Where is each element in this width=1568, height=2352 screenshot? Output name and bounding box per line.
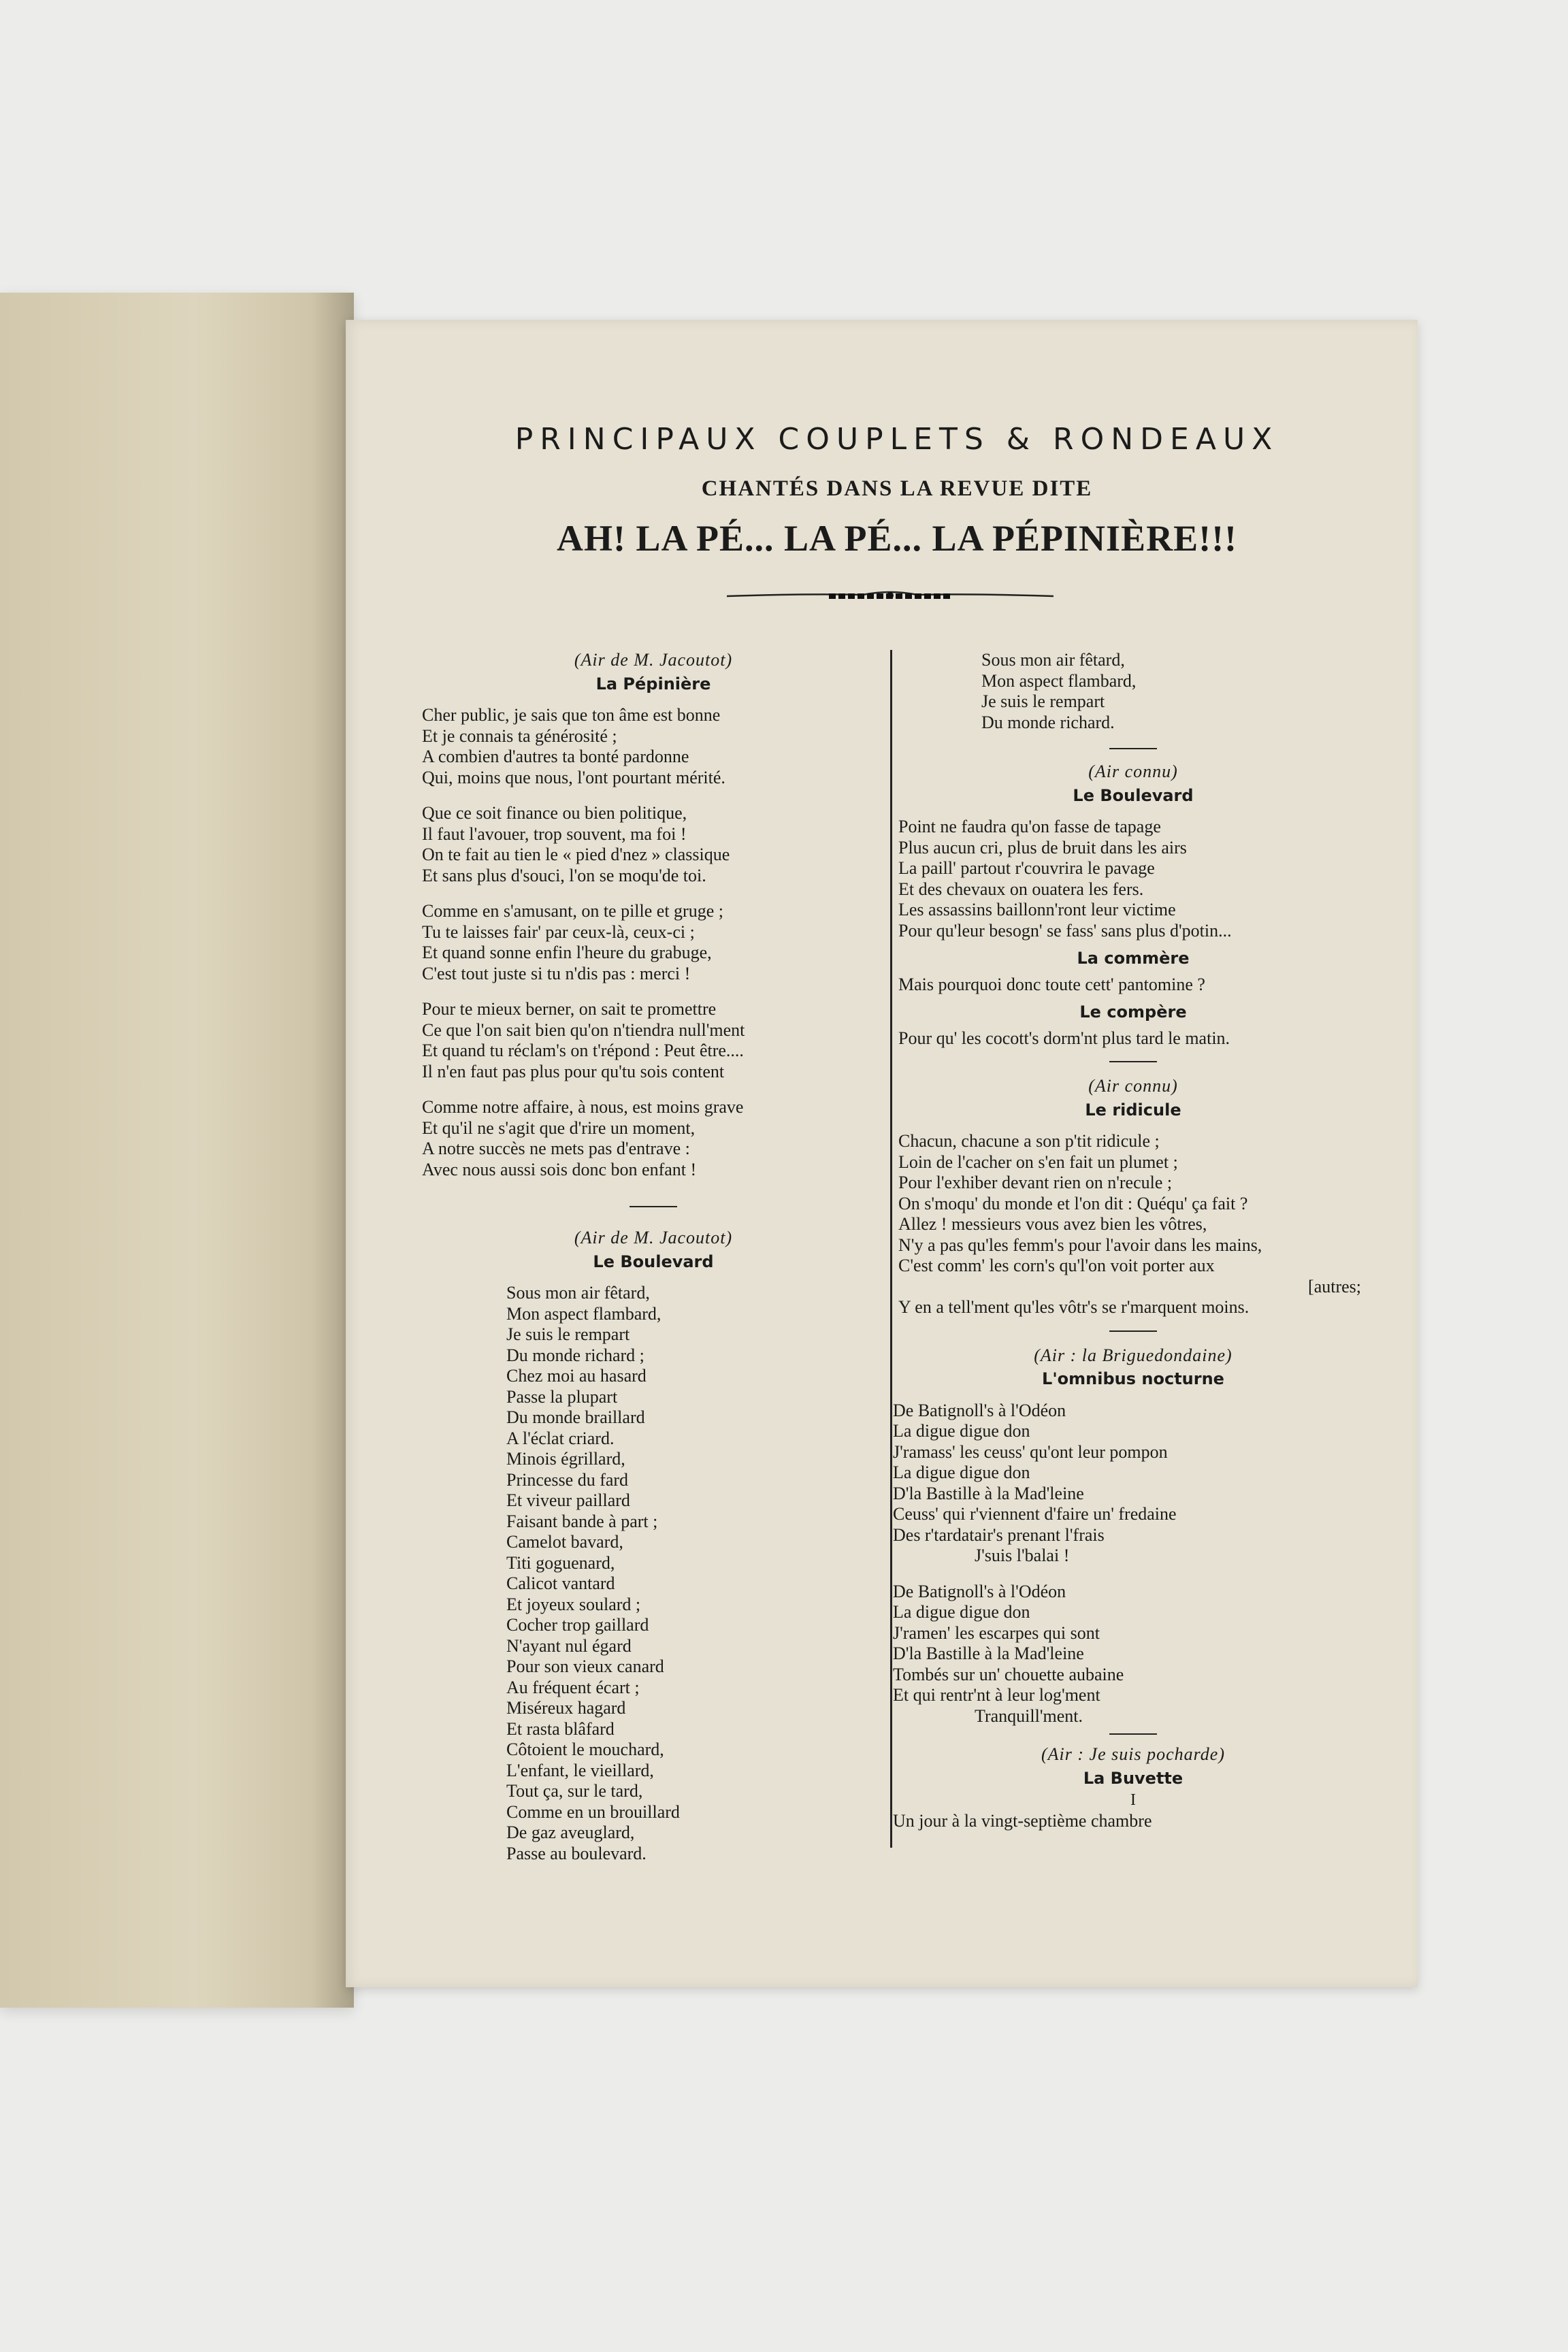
verse-line: Pour qu'leur besogn' se fass' sans plus d'potin... <box>898 920 1232 941</box>
song-title-ridicule: Le ridicule <box>1085 1100 1181 1120</box>
verse-line: Chez moi au hasard <box>506 1366 647 1386</box>
verse-line: D'la Bastille à la Mad'leine <box>893 1644 1084 1663</box>
verse-line: Comme notre affaire, à nous, est moins grave <box>422 1097 744 1117</box>
verse-line: Tout ça, sur le tard, <box>506 1781 643 1801</box>
stanza <box>898 1131 1368 1318</box>
stanza <box>422 1097 885 1180</box>
verse-line: Et qu'il ne s'agit que d'rire un moment, <box>422 1117 696 1138</box>
verse-line: Et des chevaux on ouatera les fers. <box>898 879 1144 899</box>
verse-line: On s'moqu' du monde et l'on dit : Quéqu' ça fait ? <box>898 1193 1248 1213</box>
verse-line: Pour son vieux canard <box>506 1656 664 1676</box>
verse-line: A l'éclat criard. <box>506 1428 615 1448</box>
verse-line: Faisant bande à part ; <box>506 1511 658 1531</box>
verse-line: Princesse du fard <box>506 1469 629 1490</box>
verse-line: Cocher trop gaillard <box>506 1615 649 1635</box>
section-separator <box>1109 1330 1157 1332</box>
verse-line: Loin de l'cacher on s'en fait un plumet ; <box>898 1152 1178 1172</box>
verse-line: Tu te laisses fair' par ceux-là, ceux-ci ; <box>422 921 695 942</box>
verse-line: Tombés sur un' chouette aubaine <box>893 1664 1124 1684</box>
page-subtitle: CHANTÉS DANS LA REVUE DITE <box>701 476 1093 501</box>
verse-line: De Batignoll's à l'Odéon <box>893 1400 1066 1420</box>
verse-line: Mais pourquoi donc toute cett' pantomine ? <box>898 974 1205 994</box>
verse-line: La paill' partout r'couvrira le pavage <box>898 858 1155 878</box>
verse-line: Pour qu' les cocott's dorm'nt plus tard le matin. <box>898 1028 1230 1048</box>
verse-line: Mon aspect flambard, <box>506 1303 662 1324</box>
verse-line: J'suis l'balai ! <box>975 1546 1070 1565</box>
verse-line: Camelot bavard, <box>506 1532 623 1552</box>
verse-line: Plus aucun cri, plus de bruit dans les airs <box>898 837 1187 858</box>
verse-line: Ce que l'on sait bien qu'on n'tiendra null'ment <box>422 1019 745 1040</box>
verse-line: Tranquill'ment. <box>975 1705 1083 1726</box>
verse-line: A combien d'autres ta bonté pardonne <box>422 747 689 766</box>
verse-line: C'est tout juste si tu n'dis pas : merci ! <box>422 963 691 983</box>
verse-line: Allez ! messieurs vous avez bien les vôtres, <box>898 1214 1207 1234</box>
verse-line: De Batignoll's à l'Odéon <box>893 1581 1066 1601</box>
air-label: (Air : la Briguedondaine) <box>1034 1345 1232 1365</box>
verse-line: Et sans plus d'souci, l'on se moqu'de toi. <box>422 865 706 885</box>
verse-line: Minois égrillard, <box>506 1449 625 1469</box>
air-label: (Air : Je suis pocharde) <box>1041 1744 1225 1764</box>
verse-line: On te fait au tien le « pied d'nez » classique <box>422 845 730 864</box>
stanza <box>898 817 1368 941</box>
verse-line: Les assassins baillonn'ront leur victime <box>898 900 1176 919</box>
stanza <box>893 1582 1368 1727</box>
verse-line: Cher public, je sais que ton âme est bonne <box>422 705 721 725</box>
page-title: PRINCIPAUX COUPLETS & RONDEAUX <box>514 422 1279 457</box>
verse-line: N'ayant nul égard <box>506 1635 632 1656</box>
air-label: (Air de M. Jacoutot) <box>574 650 733 670</box>
verse-line: Et quand sonne enfin l'heure du grabuge, <box>422 943 712 962</box>
column-divider <box>890 650 892 1848</box>
verse-line: Mon aspect flambard, <box>981 670 1137 691</box>
verse-line: Passe au boulevard. <box>506 1843 647 1863</box>
verse-line: La digue digue don <box>893 1421 1030 1441</box>
verse-line: Des r'tardatair's prenant l'frais <box>893 1524 1105 1545</box>
verse-line: Et quand tu réclam's on t'répond : Peut être.... <box>422 1041 744 1060</box>
song-title-buvette: La Buvette <box>1083 1768 1183 1788</box>
verse-line: Pour l'exhiber devant rien on n'recule ; <box>898 1173 1173 1192</box>
verse-line: La digue digue don <box>893 1463 1030 1482</box>
section-separator <box>630 1206 677 1207</box>
verse-line: Que ce soit finance ou bien politique, <box>422 803 687 823</box>
left-column <box>422 650 885 1864</box>
verse-line: Titi goguenard, <box>506 1552 615 1573</box>
stanza <box>422 803 885 886</box>
verse-line: Il faut l'avouer, trop souvent, ma foi ! <box>422 823 687 844</box>
boulevard-verse <box>506 1283 885 1864</box>
verse-line: Pour te mieux berner, on sait te promettre <box>422 999 717 1019</box>
verse-line: C'est comm' les corn's qu'l'on voit porter aux <box>898 1256 1215 1275</box>
verse-line: Il n'en faut pas plus pour qu'tu sois content <box>422 1061 725 1081</box>
verse-line: Sous mon air fêtard, <box>981 650 1125 670</box>
verse-line: Et qui rentr'nt à leur log'ment <box>893 1685 1100 1705</box>
verse-line: De gaz aveuglard, <box>506 1823 635 1842</box>
facing-page <box>0 293 354 2008</box>
song-title-boulevard-2: Le Boulevard <box>1073 785 1194 805</box>
song-title-pepiniere: La Pépinière <box>595 674 711 693</box>
stanza <box>981 650 1368 733</box>
verse-line: Comme en s'amusant, on te pille et gruge ; <box>422 901 723 921</box>
stanza <box>422 705 885 788</box>
air-label: (Air connu) <box>1088 762 1178 781</box>
verse-line: Sous mon air fêtard, <box>506 1283 650 1303</box>
verse-line: Et viveur paillard <box>506 1490 630 1510</box>
verse-line: Y en a tell'ment qu'les vôtr's se r'marquent moins. <box>898 1297 1250 1317</box>
verse-line: Point ne faudra qu'on fasse de tapage <box>898 817 1161 836</box>
verse-numeral: I <box>1130 1791 1136 1809</box>
stanza <box>893 1401 1368 1567</box>
right-column <box>893 650 1368 1831</box>
section-separator <box>1109 748 1157 749</box>
verse-line: A notre succès ne mets pas d'entrave : <box>422 1139 690 1158</box>
booklet-page <box>346 320 1418 1987</box>
stanza <box>422 901 885 984</box>
verse-line: D'la Bastille à la Mad'leine <box>893 1483 1084 1503</box>
speaker-compere: Le compère <box>1079 1002 1187 1022</box>
verse-line: Et joyeux soulard ; <box>506 1594 641 1614</box>
verse-line: La digue digue don <box>893 1602 1030 1622</box>
verse-line: Un jour à la vingt-septième chambre <box>893 1810 1152 1831</box>
verse-line-continuation: [autres; <box>1308 1276 1361 1296</box>
song-title-omnibus: L'omnibus nocturne <box>1042 1369 1224 1388</box>
verse-line: Du monde braillard <box>506 1407 645 1427</box>
verse-line: N'y a pas qu'les femm's pour l'avoir dans les mains, <box>898 1235 1262 1255</box>
speaker-commere: La commère <box>1077 949 1190 968</box>
verse-line: Ceuss' qui r'viennent d'faire un' fredaine <box>893 1504 1177 1524</box>
verse-line: L'enfant, le vieillard, <box>506 1760 654 1780</box>
verse-line: Comme en un brouillard <box>506 1801 680 1822</box>
verse-line: Avec nous aussi sois donc bon enfant ! <box>422 1159 697 1179</box>
verse-line: Au fréquent écart ; <box>506 1677 640 1697</box>
verse-line: Je suis le rempart <box>981 691 1105 711</box>
verse-line: J'ramen' les escarpes qui sont <box>893 1622 1100 1643</box>
section-separator <box>1109 1733 1157 1735</box>
ornament-divider-icon <box>727 584 1054 608</box>
air-label: (Air connu) <box>1088 1076 1178 1096</box>
verse-line: Miséreux hagard <box>506 1698 626 1718</box>
verse-line: Calicot vantard <box>506 1573 615 1593</box>
verse-line: Et je connais ta générosité ; <box>422 725 617 746</box>
verse-line: Je suis le rempart <box>506 1324 630 1344</box>
verse-line: Côtoient le mouchard, <box>506 1740 664 1759</box>
song-title-boulevard: Le Boulevard <box>593 1252 714 1271</box>
revue-title: AH! LA PÉ... LA PÉ... LA PÉPINIÈRE!!! <box>556 518 1238 559</box>
verse-line: Du monde richard. <box>981 712 1115 732</box>
stanza <box>422 999 885 1082</box>
verse-line: Passe la plupart <box>506 1386 618 1407</box>
verse-line: Qui, moins que nous, l'ont pourtant mérité. <box>422 767 725 787</box>
verse-line: Chacun, chacune a son p'tit ridicule ; <box>898 1131 1160 1151</box>
verse-line: Du monde richard ; <box>506 1345 644 1365</box>
verse-line: J'ramass' les ceuss' qu'ont leur pompon <box>893 1441 1168 1462</box>
section-separator <box>1109 1061 1157 1062</box>
air-label: (Air de M. Jacoutot) <box>574 1228 733 1247</box>
verse-line: Et rasta blâfard <box>506 1718 615 1739</box>
